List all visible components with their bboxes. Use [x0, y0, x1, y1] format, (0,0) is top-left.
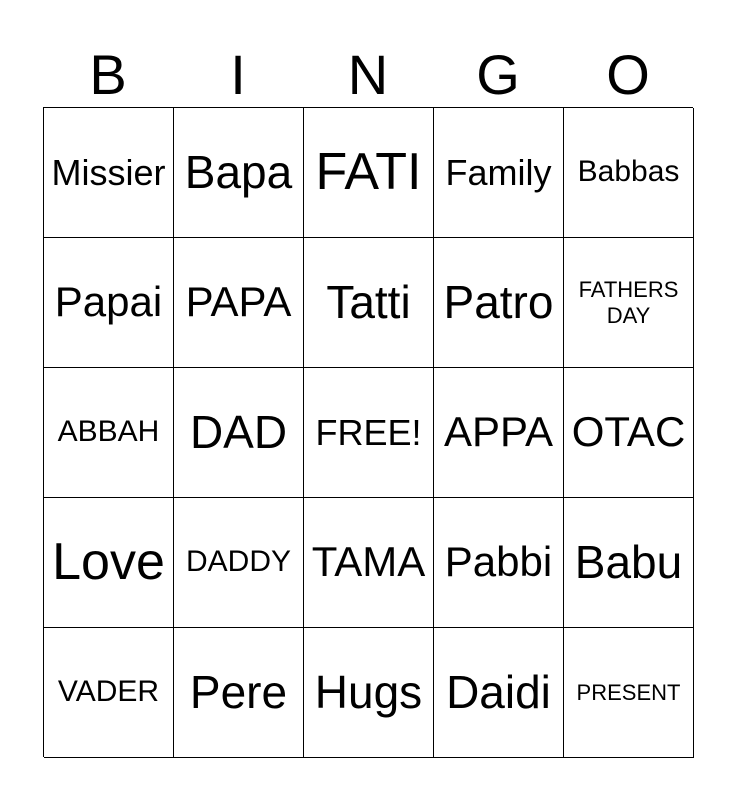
bingo-cell[interactable]	[434, 368, 564, 498]
bingo-cell[interactable]	[564, 108, 694, 238]
bingo-header	[43, 40, 693, 110]
cell-label: Daidi	[446, 666, 551, 719]
bingo-cell[interactable]	[434, 628, 564, 758]
bingo-cell[interactable]	[304, 628, 434, 758]
header-letter-n: N	[347, 43, 389, 106]
cell-label: Babu	[574, 536, 683, 589]
bingo-cell[interactable]	[304, 238, 434, 368]
header-letter-o: O	[606, 43, 650, 106]
cell-label: Pere	[189, 666, 288, 719]
cell-label: OTAC	[571, 408, 686, 456]
cell-label: TAMA	[311, 538, 426, 586]
bingo-cell[interactable]	[44, 498, 174, 628]
cell-label: APPA	[444, 408, 553, 456]
bingo-card-grid	[43, 107, 693, 757]
cell-label: PRESENT	[576, 679, 681, 705]
cell-label: DADDY	[185, 545, 291, 579]
cell-label: Pabbi	[444, 538, 553, 586]
cell-label: Family	[445, 151, 552, 193]
bingo-cell[interactable]	[44, 368, 174, 498]
bingo-cell[interactable]	[434, 498, 564, 628]
bingo-cell[interactable]	[174, 498, 304, 628]
bingo-cell[interactable]	[44, 628, 174, 758]
bingo-cell[interactable]	[564, 628, 694, 758]
cell-label: Tatti	[326, 276, 411, 329]
cell-label: Bapa	[184, 146, 293, 199]
bingo-cell[interactable]	[174, 628, 304, 758]
bingo-cell[interactable]	[304, 498, 434, 628]
cell-label: Love	[52, 532, 165, 591]
cell-label: Missier	[51, 151, 166, 193]
cell-label: PAPA	[185, 278, 292, 326]
bingo-cell[interactable]	[564, 238, 694, 368]
header-letter-b: B	[89, 43, 127, 106]
bingo-cell[interactable]	[564, 368, 694, 498]
cell-label: Babbas	[577, 155, 680, 189]
cell-label: Papai	[54, 278, 163, 326]
cell-label: ABBAH	[57, 415, 160, 449]
bingo-cell[interactable]	[44, 108, 174, 238]
header-letter-i: I	[230, 43, 246, 106]
cell-label: VADER	[57, 675, 160, 709]
cell-label: FREE!	[315, 411, 422, 453]
cell-label: FATHERS DAY	[578, 277, 679, 328]
bingo-cell[interactable]	[434, 238, 564, 368]
bingo-cell[interactable]	[174, 238, 304, 368]
bingo-cell[interactable]	[44, 238, 174, 368]
header-letter-g: G	[476, 43, 520, 106]
cell-label: DAD	[189, 406, 288, 459]
cell-label: Patro	[443, 276, 554, 329]
cell-label: Hugs	[314, 666, 423, 719]
bingo-cell[interactable]	[434, 108, 564, 238]
bingo-cell free-space[interactable]	[304, 368, 434, 498]
bingo-cell[interactable]	[174, 108, 304, 238]
bingo-cell[interactable]	[304, 108, 434, 238]
bingo-cell[interactable]	[564, 498, 694, 628]
bingo-cell[interactable]	[174, 368, 304, 498]
cell-label: FATI	[315, 142, 422, 201]
